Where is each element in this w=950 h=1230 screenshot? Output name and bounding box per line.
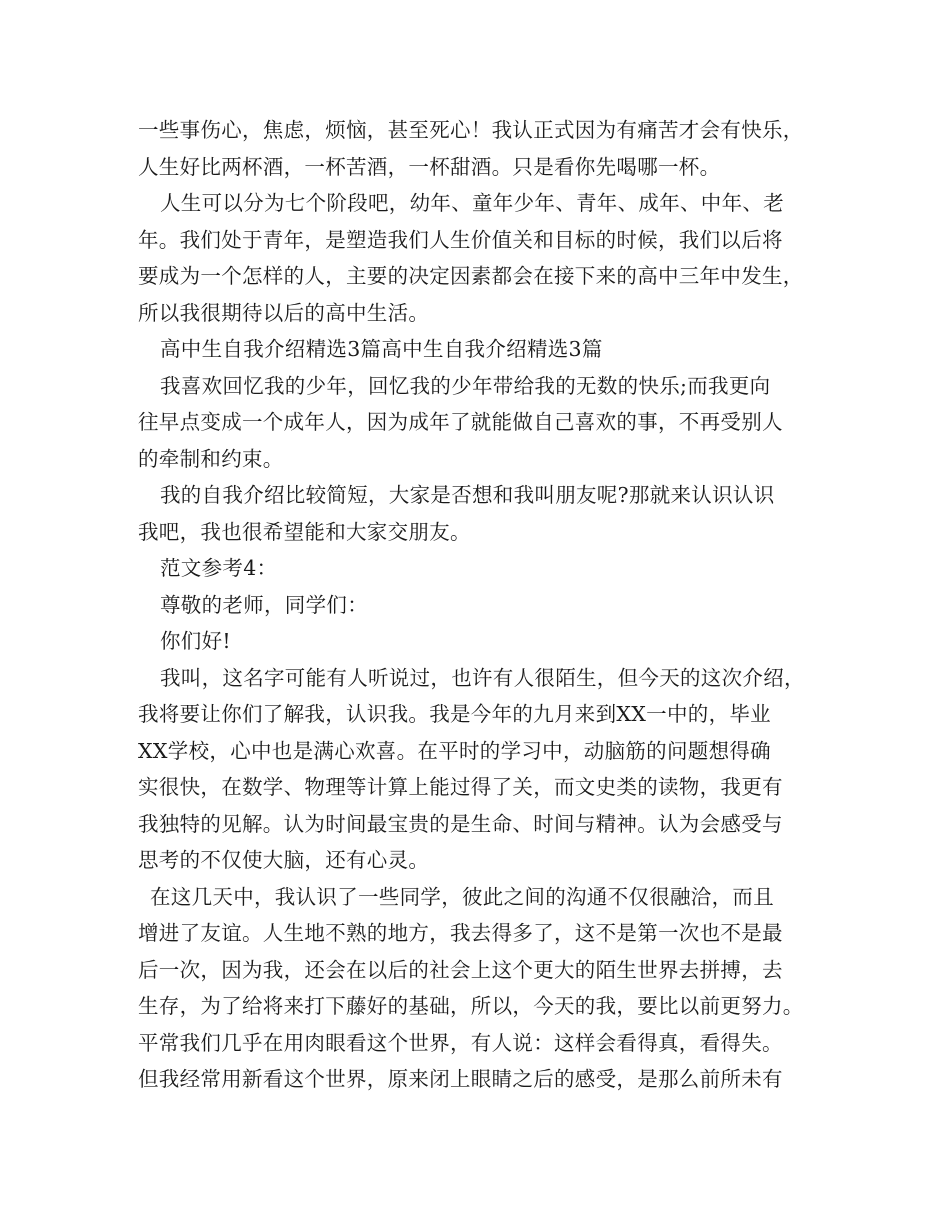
text-line: 生存，为了给将来打下藤好的基础，所以，今天的我，要比以前更努力。 <box>138 994 804 1018</box>
paragraph <box>138 879 838 1098</box>
text-line: 但我经常用新看这个世界，原来闭上眼睛之后的感受，是那么前所未有 <box>138 1067 783 1091</box>
paragraph <box>138 477 838 550</box>
text-line: 增进了友谊。人生地不熟的地方，我去得多了，这不是第一次也不是最 <box>138 921 783 945</box>
text-line: 范文参考4： <box>160 556 278 580</box>
text-line: 要成为一个怎样的人，主要的决定因素都会在接下来的高中三年中发生， <box>138 264 804 288</box>
text-line: 我独特的见解。认为时间最宝贵的是生命、时间与精神。认为会感受与 <box>138 811 783 836</box>
text-line: 人生可以分为七个阶段吧，幼年、童年少年、青年、成年、中年、老 <box>160 191 784 215</box>
greeting <box>138 623 838 660</box>
paragraph <box>138 550 838 587</box>
text-line: 思考的不仅使大脑，还有心灵。 <box>138 848 430 872</box>
text-line: 你们好! <box>160 629 231 653</box>
text-line: 我喜欢回忆我的少年，回忆我的少年带给我的无数的快乐;而我更向 <box>160 373 771 398</box>
paragraph <box>138 185 838 331</box>
text-line: 人生好比两杯酒，一杯苦酒，一杯甜酒。只是看你先喝哪一杯。 <box>138 154 721 179</box>
section-title <box>138 331 838 368</box>
text-line: 我将要让你们了解我，认识我。我是今年的九月来到XX一中的，毕业 <box>138 702 771 726</box>
text-line: 往早点变成一个成年人，因为成年了就能做自己喜欢的事，不再受别人 <box>138 410 783 434</box>
paragraph <box>138 368 838 478</box>
text-line: 后一次，因为我，还会在以后的社会上这个更大的陌生世界去拼搏，去 <box>138 957 783 982</box>
greeting <box>138 587 838 624</box>
paragraph <box>138 112 838 185</box>
text-line: 尊敬的老师，同学们： <box>160 592 368 617</box>
text-line: 平常我们几乎在用肉眼看这个世界，有人说：这样会看得真，看得失。 <box>138 1030 783 1055</box>
document-body <box>138 112 838 1098</box>
text-line: 我的自我介绍比较简短，大家是否想和我叫朋友呢?那就来认识认识 <box>160 483 775 507</box>
text-line: XX学校，心中也是满心欢喜。在平时的学习中，动脑筋的问题想得确 <box>138 738 771 763</box>
text-line: 所以我很期待以后的高中生活。 <box>138 300 430 325</box>
text-line: 我吧，我也很希望能和大家交朋友。 <box>138 519 471 544</box>
text-line: 一些事伤心，焦虑，烦恼，甚至死心！我认正式因为有痛苦才会有快乐， <box>138 118 804 142</box>
text-line: 实很快，在数学、物理等计算上能过得了关，而文史类的读物，我更有 <box>138 775 783 799</box>
text-line: 年。我们处于青年，是塑造我们人生价值关和目标的时候，我们以后将 <box>138 227 783 252</box>
paragraph <box>138 660 838 879</box>
text-line: 高中生自我介绍精选3篇高中生自我介绍精选3篇 <box>160 337 603 361</box>
text-line: 我叫，这名字可能有人听说过，也许有人很陌生，但今天的这次介绍， <box>160 665 805 690</box>
text-line: 在这几天中，我认识了一些同学，彼此之间的沟通不仅很融洽，而且 <box>150 884 774 909</box>
text-line: 的牵制和约束。 <box>138 446 284 471</box>
